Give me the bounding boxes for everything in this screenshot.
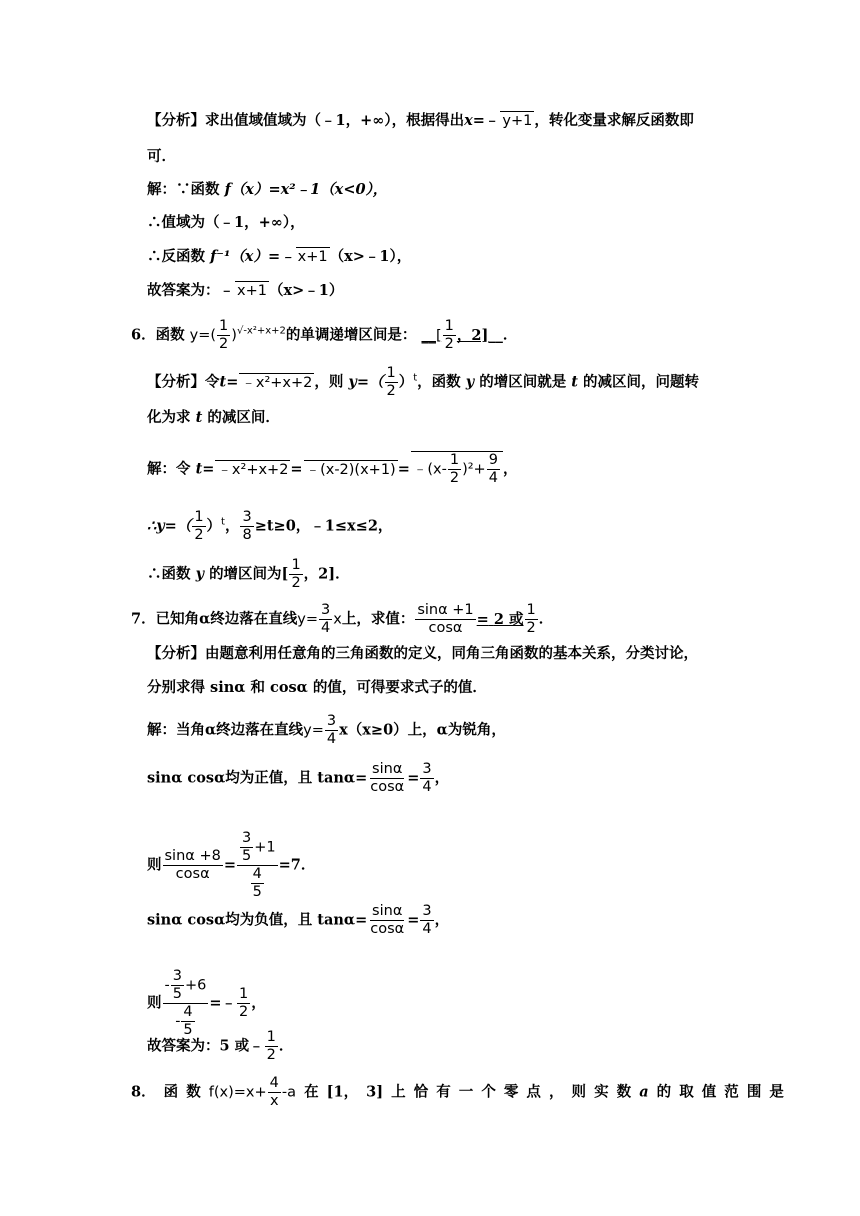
analysis-line-1: 【分析】求出值域值域为（﹣1，+∞），根据得出x=﹣ y+1 ，转化变量求解反函数即	[147, 112, 694, 129]
q6-solution-3: ∴函数 y 的增区间为[ $\frac{1}{2}$ ，2]．	[147, 557, 350, 591]
q7-analysis-1: 【分析】由题意利用任意角的三角函数的定义，同角三角函数的基本关系，分类讨论，	[147, 645, 698, 662]
q7-final-answer: 故答案为：5 或﹣ $\frac{1}{2}$ ．	[147, 1029, 294, 1063]
q6-solution-2: ∴y=（ $\frac{1}{2}$ ）$^t$， $\frac{3}{8}$ ≥t≥0，﹣1≤x≤2，	[147, 509, 393, 543]
solution-line-2: ∴值域为（﹣1，+∞），	[147, 214, 305, 231]
q7-solution-2: sinα cosα均为正值，且 tanα= $\frac{\sin\alpha}{\cos\alpha}$ = $\frac{3}{4}$ ，	[147, 761, 450, 795]
question-8-stem: 8． 函 数 f(x)=x+ $\frac{4}{x}$ -a 在 [1， 3] 上 恰 有 一 个 零 点 ， 则 实 数 a 的 取 值 范 围 是	[131, 1075, 784, 1109]
solution-line-3: ∴反函数 f⁻¹（x）=﹣ x+1 （x>﹣1），	[147, 248, 412, 265]
q6-analysis-1: 【分析】令t= ﹣x²+x+2 ，则 y=（ $\frac{1}{2}$ ）$^t$，函数 y 的增区间就是 t 的减区间，问题转	[147, 365, 700, 399]
q6-solution-1: 解：令 t= ﹣x²+x+2 = ﹣(x-2)(x+1) = ﹣(x- $\frac{1}{2}$ )²+ $\frac{9}{4}$ ，	[147, 452, 518, 486]
question-6-stem: 6．函数 y=( $\frac{1}{2}$ )$^{√-x^2+x+2}$的单调递增区间是： __[ $\frac{1}{2}$ ，2]__．	[131, 318, 518, 352]
answer-blank: = 2 或 $\frac{1}{2}$	[476, 602, 536, 636]
answer-line: 故答案为：﹣ x+1 （x>﹣1）	[147, 282, 344, 299]
question-7-stem: 7．已知角α终边落在直线y= $\frac{3}{4}$ x上，求值： $\frac{\sin\alpha +1}{\cos\alpha}$ = 2 或 $\frac{1}{2}$ ．	[131, 602, 554, 636]
q7-solution-5: 则 - $\frac{3}{5}$ +6 - $\frac{4}{5}$ =﹣ $\frac{1}{2}$ ，	[147, 968, 266, 1038]
q7-solution-4: sinα cosα均为负值，且 tanα= $\frac{\sin\alpha}{\cos\alpha}$ = $\frac{3}{4}$ ，	[147, 903, 450, 937]
q6-analysis-2: 化为求 t 的减区间．	[147, 409, 280, 426]
sqrt-y-plus-1: y+1	[502, 113, 533, 129]
q7-solution-3: 则 $\frac{\sin\alpha +8}{\cos\alpha}$ = $\frac{3}{5}$ +1 $\frac{4}{5}$ =7．	[147, 830, 316, 900]
analysis-line-2: 可．	[147, 148, 176, 165]
answer-blank: __[ $\frac{1}{2}$ ，2]	[421, 318, 489, 352]
solution-line-1: 解：∵函数 f（x）=x²﹣1（x<0），	[147, 181, 388, 198]
q7-solution-1: 解：当角α终边落在直线y= $\frac{3}{4}$ x（x≥0）上，α为锐角，	[147, 713, 506, 747]
q7-analysis-2: 分别求得 sinα 和 cosα 的值，可得要求式子的值．	[147, 679, 487, 696]
